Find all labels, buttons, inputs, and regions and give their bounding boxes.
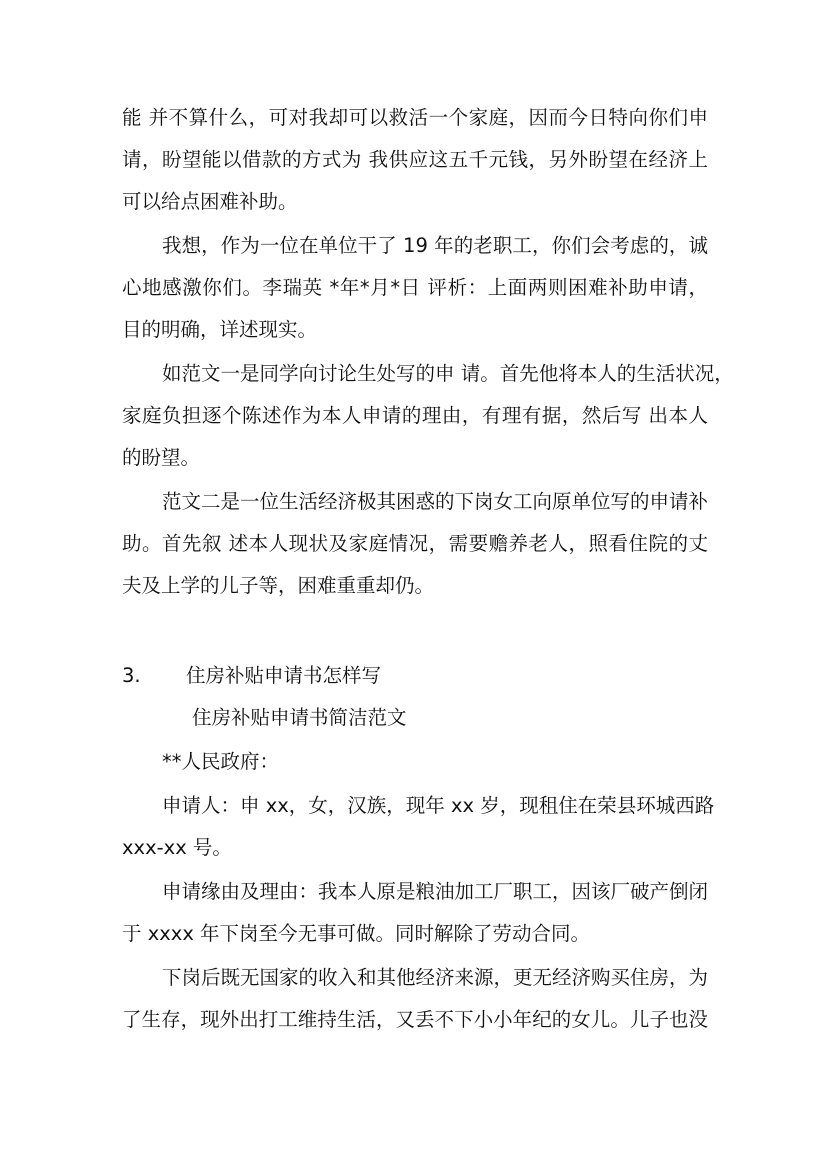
section-number: 3. (122, 664, 141, 687)
text-line: 助。首先叙 述本人现状及家庭情况，需要赡养老人，照看住院的丈 (122, 532, 708, 555)
text-line: xxx-xx 号。 (122, 836, 232, 859)
text-line: 范文二是一位生活经济极其困惑的下岗女工向原单位写的申请补 (162, 490, 709, 513)
section-heading (122, 655, 708, 697)
document-page (122, 97, 734, 1043)
paragraph (122, 741, 708, 783)
text-line: 申请人：申 xx，女，汉族，现年 xx 岁，现租住在荣县环城西路 (162, 794, 715, 817)
paragraph (122, 97, 708, 223)
paragraph (122, 225, 708, 351)
text-line: 目的明确，详述现实。 (122, 318, 318, 341)
text-line: 家庭负担逐个陈述作为本人申请的理由，有理有据，然后写 出本人 (122, 404, 708, 427)
text-line: 了生存，现外出打工维持生活，又丢不下小小年纪的女儿。儿子也没 (122, 1008, 708, 1031)
text-line: 于 xxxx 年下岗至今无事可做。同时解除了劳动合同。 (122, 922, 591, 945)
text-line: 申请缘由及理由：我本人原是粮油加工厂职工，因该厂破产倒闭 (162, 880, 709, 903)
paragraph (122, 353, 734, 479)
section-subtitle: 住房补贴申请书简洁范文 (192, 706, 407, 729)
text-line: 我想，作为一位在单位干了 19 年的老职工，你们会考虑的，诚 (162, 234, 708, 257)
text-line: 可以给点困难补助。 (122, 190, 298, 213)
text-line: 下岗后既无国家的收入和其他经济来源，更无经济购买住房，为 (162, 966, 709, 989)
body-text-bottom (122, 741, 715, 1041)
paragraph (122, 871, 708, 955)
text-line: 心地感激你们。李瑞英 *年*月*日 评析：上面两则困难补助申请， (122, 276, 708, 299)
text-line: 的盼望。 (122, 446, 201, 469)
text-line: 能 并不算什么，可对我却可以救活一个家庭，因而今日特向你们申 (122, 106, 708, 129)
text-line: 夫及上学的儿子等，困难重重却仍。 (122, 574, 435, 597)
body-text-top (122, 97, 734, 607)
section-title: 住房补贴申请书怎样写 (186, 664, 382, 687)
text-line: 请，盼望能以借款的方式为 我供应这五千元钱，另外盼望在经济上 (122, 148, 708, 171)
paragraph (122, 785, 715, 869)
paragraph (122, 481, 708, 607)
text-line: 如范文一是同学向讨论生处写的申 请。首先他将本人的生活状况， (162, 362, 734, 385)
paragraph (122, 957, 708, 1041)
text-line: **人民政府： (162, 750, 280, 773)
